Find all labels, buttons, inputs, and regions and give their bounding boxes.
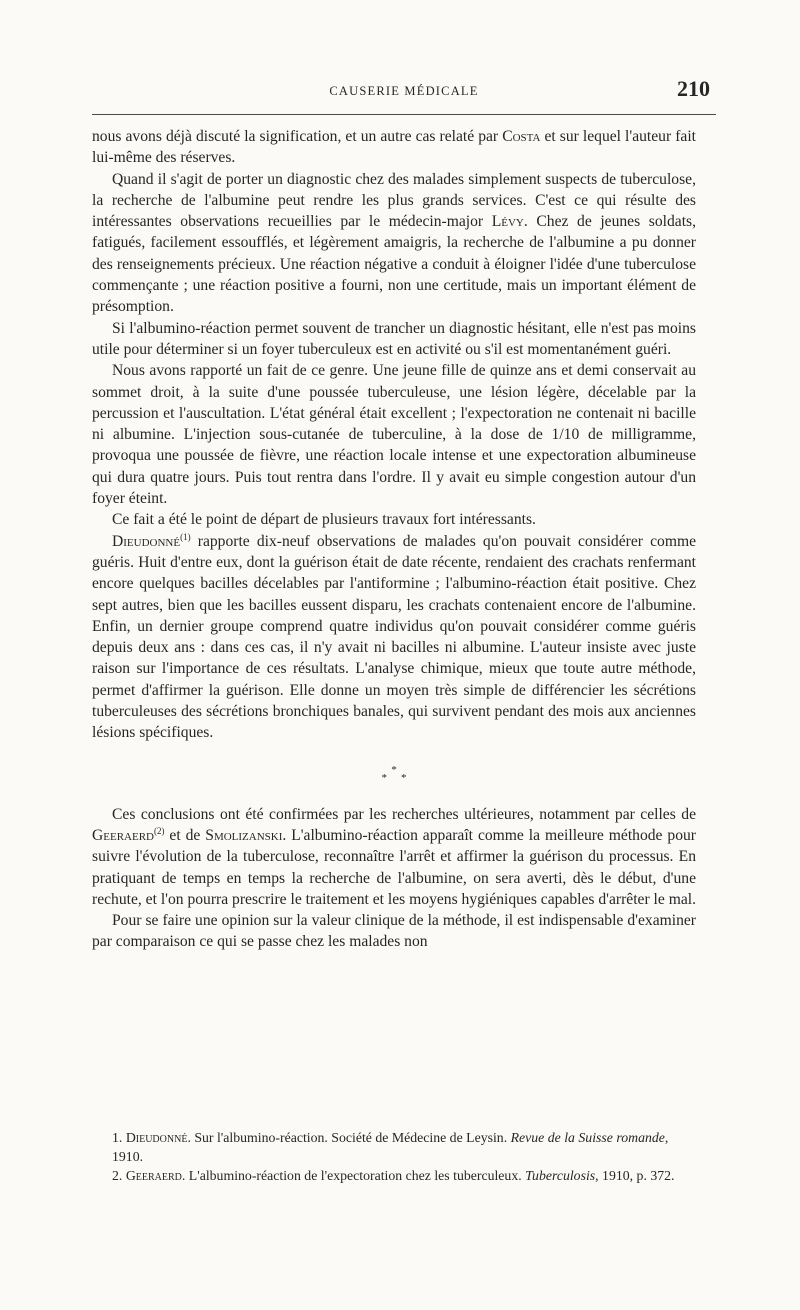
text-run: nous avons déjà discuté la signification, et un autre cas relaté par xyxy=(92,128,503,145)
footnote-2 xyxy=(92,1166,696,1185)
footnote-author: Geeraerd xyxy=(125,1168,182,1183)
text-run: . L'albumino-réaction apparaît comme la meilleure méthode pour suivre l'évolution de la tuberculose, reconnaître l'arrêt et affirmer la guérison du processus. En pratiquant de temps en temps la recherche de l'albumine, on sera averti, dès le début, d'une rechute, et l'on pourra prescrire le traitement et les moyens hygiéniques capables d'arrêter le mal. xyxy=(92,826,697,908)
text-run: et sur lequel l'auteur fait lui-même des réserves. xyxy=(92,128,696,167)
paragraph-3: Si l'albumino-réaction permet souvent de trancher un diagnostic hésitant, elle n'est pas moins utile pour déterminer si un foyer tuberculeux est en activité ou s'il est momentanément guéri. xyxy=(92,319,696,358)
section-separator xyxy=(92,744,696,804)
separator-star: * xyxy=(401,771,407,784)
author-name: Smolizanski xyxy=(205,826,283,844)
paragraph-6 xyxy=(92,531,696,744)
footnote-number: 1. xyxy=(112,1130,123,1145)
separator-star: * xyxy=(381,771,387,784)
running-title: CAUSERIE MÉDICALE xyxy=(329,84,479,98)
author-name: Dieudonné xyxy=(112,532,181,550)
author-name: Geeraerd xyxy=(92,826,154,844)
text-run: Ces conclusions ont été confirmées par les recherches ultérieures, notamment par celles de xyxy=(112,805,696,823)
text-run: rapporte dix-neuf observations de malades qu'on pouvait considérer comme guéris. Huit d'entre eux, dont la guérison était de date récente, rendaient des crachats renfermant encore quelques bacilles décelables par l'antiformine ; l'albumino-réaction était positive. Chez sept autres, bien que les bacilles eussent disparu, les crachats contenaient encore de l'albumine. Enfin, un dernier groupe comprend quatre individus qu'on pouvait considérer comme guéris depuis deux ans : dans ces cas, il n'y avait ni bacilles ni albumine. L'auteur insiste avec juste raison sur l'importance de ces résultats. L'analyse chimique, mieux que toute autre méthode, permet d'affirmer la guérison. Elle donne un moyen très simple de différencier les sécrétions tuberculeuses des sécrétions bronchiques banales, qui survivent pendant des mois aux anciennes lésions spécifiques. xyxy=(92,532,696,742)
footnote-number: 2. xyxy=(112,1168,123,1183)
footnote-author: Dieudonné xyxy=(125,1130,188,1145)
author-name: Costa xyxy=(502,128,541,145)
footnote-ref: (2) xyxy=(153,825,165,836)
main-text xyxy=(92,126,696,953)
separator-star: * xyxy=(391,763,397,776)
footnote-tail: , 1910, p. 372. xyxy=(595,1168,675,1183)
paragraph-4: Nous avons rapporté un fait de ce genre. Une jeune fille de quinze ans et demi conservait au sommet droit, à la suite d'une poussée tuberculeuse, une lésion légère, décelable par la percussion et l'auscultation. L'état général était excellent ; l'expectoration ne contenait ni bacille ni albumine. L'injection sous-cutanée de tuberculine, à la dose de 1/10 de milligramme, provoqua une poussée de fièvre, une réaction locale intense et une expectoration albumineuse qui dura quatre jours. Puis tout rentra dans l'ordre. Il y avait eu simple congestion autour d'un foyer éteint. xyxy=(92,362,696,508)
footnote-journal: Tuberculosis xyxy=(525,1168,596,1183)
footnote-text: . Sur l'albumino-réaction. Société de Médecine de Leysin. xyxy=(187,1130,511,1145)
footnote-journal: Revue de la Suisse romande xyxy=(510,1130,665,1145)
header-rule xyxy=(92,114,716,115)
footnote-1 xyxy=(92,1128,696,1166)
page-number: 210 xyxy=(677,76,710,101)
text-run: . Chez de jeunes soldats, fatigués, facilement essoufflés, et légèrement amaigris, la recherche de l'albumine a pu donner des renseignements précieux. Une réaction négative a conduit à éloigner l'idée d'une tuberculose commençante ; une réaction positive a fourni, non une certitude, mais un important élément de présomption. xyxy=(92,213,696,316)
footnotes xyxy=(92,1128,696,1185)
footnote-tail: , 1910. xyxy=(112,1130,669,1164)
paragraph-8: Pour se faire une opinion sur la valeur clinique de la méthode, il est indispensable d'examiner par comparaison ce qui se passe chez les malades non xyxy=(92,912,696,951)
text-run: et de xyxy=(164,826,206,844)
text-run: Quand il s'agit de porter un diagnostic chez des malades simplement suspects de tuberculose, la recherche de l'albumine peut rendre les plus grands services. C'est ce qui résulte des intéressantes observations recueillies par le médecin-major xyxy=(92,170,696,231)
page-header xyxy=(92,76,716,102)
paragraph-5: Ce fait a été le point de départ de plusieurs travaux fort intéressants. xyxy=(112,511,536,529)
paragraph-7 xyxy=(92,804,696,910)
footnote-ref: (1) xyxy=(180,531,191,542)
author-name: Lévy xyxy=(491,213,524,231)
paragraph-1 xyxy=(92,126,696,169)
footnote-text: . L'albumino-réaction de l'expectoration chez les tuberculeux. xyxy=(181,1168,526,1183)
paragraph-2 xyxy=(92,169,696,318)
